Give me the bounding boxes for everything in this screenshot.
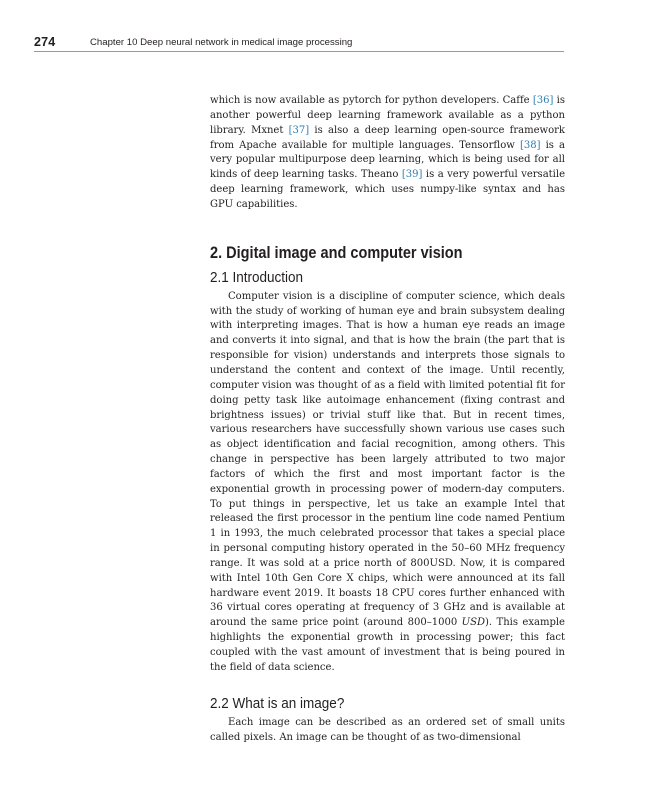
image-definition-paragraph: Each image can be described as an ordered set of small units called pixels. An image can be thought of as two-dimensional bbox=[210, 716, 565, 743]
intro-text-1: which is now available as pytorch for python developers. Caffe bbox=[210, 95, 533, 106]
running-head bbox=[34, 35, 564, 52]
introduction-text-2: ). This example highlights the exponential growth in processing power; this fact coupled with the vast amount of investment that is being poured in the field of data science. bbox=[210, 617, 565, 673]
page-number: 274 bbox=[34, 35, 56, 49]
intro-text-4: is a very popular multipurpose deep learning, which is being used for all kinds of deep learning tasks. Theano bbox=[210, 139, 565, 181]
body-text-column bbox=[210, 94, 565, 745]
introduction-text-1: Computer vision is a discipline of computer science, which deals with the study of working of human eye and brain subsystem dealing with interpreting images. That is how a human eye reads an image and converts it into signal, and that is how the brain (the part that is responsible for vision) understands and interprets those signals to understand the content and context of the image. Until recently, computer vision was thought of as a field with limited potential fit for doing petty task like autoimage enhancement (fixing contrast and brightness issues) or trivial stuff like that. But in recent times, various researchers have successfully shown various use cases such as object identification and facial recognition, among others. This change in perspective has been largely attributed to two major factors of which the first and most important factor is the exponential growth in processing power of modern-day computers. To put things in perspective, let us take an example Intel that released the first processor in the pentium line code named Pentium 1 in 1993, the much celebrated processor that takes a special place in personal computing history operated in the 50–60 MHz frequency range. It was sold at a price north of 800USD. Now, it is compared with Intel 10th Gen Core X chips, which were announced at its fall hardware event 2019. It boasts 18 CPU cores further enhanced with 36 virtual cores operating at frequency of 3 GHz and is available at around the same price point (around 800–1000 bbox=[210, 290, 565, 629]
intro-paragraph bbox=[210, 94, 565, 213]
subsection-heading-what-is-an-image: 2.2 What is an image? bbox=[210, 694, 345, 712]
subsection-heading-introduction: 2.1 Introduction bbox=[210, 268, 304, 286]
section-heading: 2. Digital image and computer vision bbox=[210, 243, 463, 262]
citation-link-39[interactable]: [39] bbox=[401, 169, 423, 181]
chapter-title: Chapter 10 Deep neural network in medical image processing bbox=[90, 37, 353, 48]
introduction-paragraph bbox=[210, 290, 565, 676]
intro-text-5: is a very powerful versatile deep learning framework, which uses numpy-like syntax and has GPU capabilities. bbox=[210, 169, 565, 210]
citation-link-37[interactable]: [37] bbox=[288, 124, 310, 136]
citation-link-38[interactable]: [38] bbox=[519, 139, 541, 151]
citation-link-36[interactable]: [36] bbox=[532, 95, 554, 106]
intro-text-3: is also a deep learning open-source framework from Apache available for multiple languages. Tensorflow bbox=[210, 124, 566, 151]
intro-text-2: is another powerful deep learning framework available as a python library. Mxnet bbox=[210, 95, 565, 136]
introduction-italic-currency: USD bbox=[461, 617, 486, 629]
